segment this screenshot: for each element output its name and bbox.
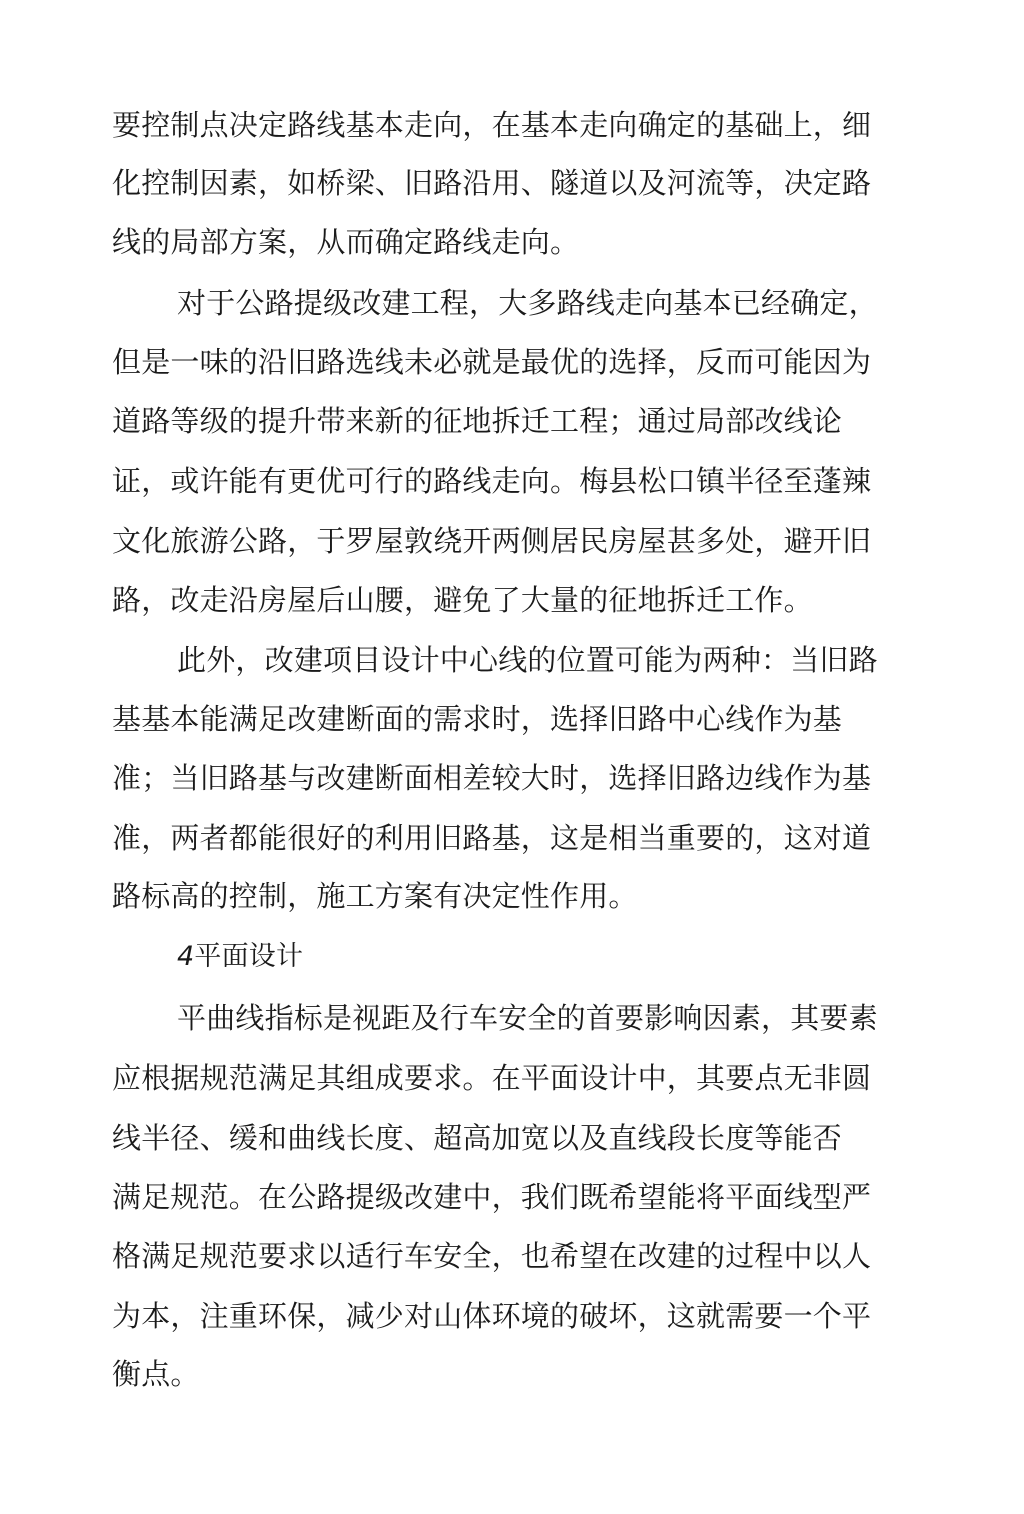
text-line: 应根据规范满足其组成要求。在平面设计中，其要点无非圆 bbox=[112, 1061, 872, 1095]
text-line: 平曲线指标是视距及行车安全的首要影响因素，其要素 bbox=[177, 1001, 878, 1035]
text-line: 衡点。 bbox=[112, 1357, 200, 1391]
text-line: 为本，注重环保，减少对山体环境的破坏，这就需要一个平 bbox=[112, 1299, 872, 1333]
text-line: 格满足规范要求以适行车安全，也希望在改建的过程中以人 bbox=[112, 1239, 872, 1273]
text-line: 对于公路提级改建工程，大多路线走向基本已经确定， bbox=[177, 286, 878, 320]
text-line: 基基本能满足改建断面的需求时，选择旧路中心线作为基 bbox=[112, 702, 843, 736]
text-line: 化控制因素，如桥梁、旧路沿用、隧道以及河流等，决定路 bbox=[112, 166, 872, 200]
text-line: 此外，改建项目设计中心线的位置可能为两种：当旧路 bbox=[177, 643, 878, 677]
text-line: 路标高的控制，施工方案有决定性作用。 bbox=[112, 879, 638, 913]
text-line: 准；当旧路基与改建断面相差较大时，选择旧路边线作为基 bbox=[112, 761, 872, 795]
text-line: 要控制点决定路线基本走向，在基本走向确定的基础上，细 bbox=[112, 108, 872, 142]
text-line: 证，或许能有更优可行的路线走向。梅县松口镇半径至蓬辣 bbox=[112, 464, 872, 498]
text-line: 但是一味的沿旧路选线未必就是最优的选择，反而可能因为 bbox=[112, 345, 872, 379]
text-line: 路，改走沿房屋后山腰，避免了大量的征地拆迁工作。 bbox=[112, 583, 813, 617]
text-line: 线半径、缓和曲线长度、超高加宽以及直线段长度等能否 bbox=[112, 1121, 843, 1155]
section-number: 4 bbox=[177, 941, 195, 972]
text-line: 道路等级的提升带来新的征地拆迁工程；通过局部改线论 bbox=[112, 404, 843, 438]
section-heading bbox=[177, 937, 303, 977]
text-line: 准，两者都能很好的利用旧路基，这是相当重要的，这对道 bbox=[112, 821, 872, 855]
text-line: 文化旅游公路，于罗屋敦绕开两侧居民房屋甚多处，避开旧 bbox=[112, 524, 872, 558]
section-title: 平面设计 bbox=[194, 941, 304, 972]
text-line: 满足规范。在公路提级改建中，我们既希望能将平面线型严 bbox=[112, 1180, 872, 1214]
text-line: 线的局部方案，从而确定路线走向。 bbox=[112, 225, 580, 259]
